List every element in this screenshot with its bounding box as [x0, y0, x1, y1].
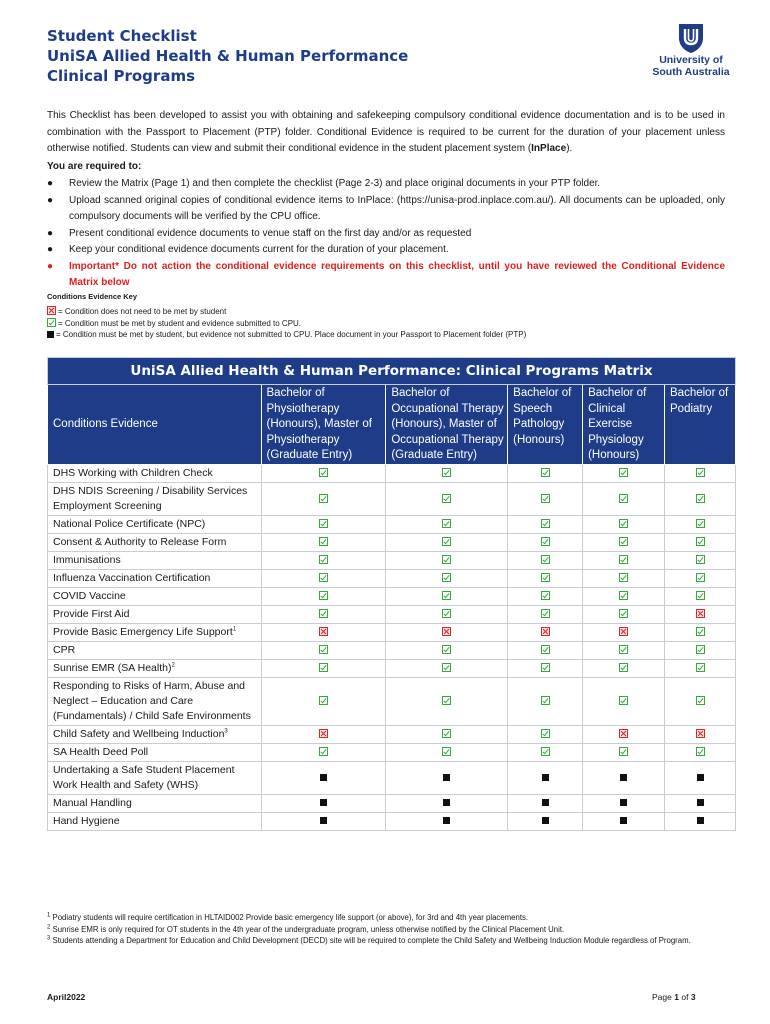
key-text: = Condition must be met by student and evidence submitted to CPU.: [58, 319, 302, 328]
bullet-icon: ●: [47, 260, 54, 272]
status-cell: [261, 761, 386, 794]
check-box-icon: [696, 627, 705, 636]
check-box-icon: [319, 555, 328, 564]
check-box-icon: [541, 729, 550, 738]
requirement-item-important: [47, 259, 725, 292]
check-box-icon: [696, 591, 705, 600]
intro-inplace: InPlace: [531, 143, 567, 154]
condition-text: Undertaking a Safe Student Placement Work Health and Safety (WHS): [53, 763, 235, 791]
condition-label: [48, 659, 262, 677]
requirement-text: Review the Matrix (Page 1) and then complete the checklist (Page 2-3) and place original documents in your PTP folder.: [69, 178, 601, 189]
condition-text: Provide Basic Emergency Life Support: [53, 625, 233, 638]
footnote: [47, 924, 747, 936]
key-text: = Condition must be met by student, but evidence not submitted to CPU. Place document in your Passport to Placement folder (PTP): [56, 330, 527, 339]
status-cell: [386, 551, 508, 569]
condition-text: DHS NDIS Screening / Disability Services Employment Screening: [53, 484, 248, 512]
check-box-icon: [319, 494, 328, 503]
status-cell: [508, 569, 583, 587]
condition-label: [48, 533, 262, 551]
status-cell: [386, 533, 508, 551]
program-header: Bachelor of Clinical Exercise Physiology (Honours): [583, 385, 665, 465]
check-box-icon: [541, 573, 550, 582]
status-cell: [583, 464, 665, 482]
check-box-icon: [319, 468, 328, 477]
check-box-icon: [696, 555, 705, 564]
status-cell: [261, 725, 386, 743]
status-cell: [261, 587, 386, 605]
check-box-icon: [541, 519, 550, 528]
condition-label: [48, 641, 262, 659]
status-cell: [261, 515, 386, 533]
status-cell: [386, 569, 508, 587]
black-square-icon: [320, 774, 327, 781]
document-title: [47, 26, 408, 86]
status-cell: [583, 677, 665, 725]
status-cell: [583, 515, 665, 533]
check-box-icon: [696, 573, 705, 582]
status-cell: [583, 551, 665, 569]
black-square-icon: [443, 774, 450, 781]
status-cell: [508, 677, 583, 725]
status-cell: [508, 605, 583, 623]
key-item-ptp-folder: [47, 330, 526, 340]
cross-box-icon: [442, 627, 451, 636]
status-cell: [665, 533, 736, 551]
cross-box-icon: [619, 627, 628, 636]
conditions-header: Conditions Evidence: [48, 385, 262, 465]
check-box-icon: [319, 696, 328, 705]
check-box-icon: [619, 663, 628, 672]
status-cell: [665, 659, 736, 677]
intro-text-a: This Checklist has been developed to assist you with obtaining and safekeeping compulsory conditional evidence documentation and is to be used in combination with the Passport to Placement (PTP) folder. Conditional Evidence is required to be current for the duration of your placement unless otherwise notified. Students can view and submit their conditional evidence in the student placement system (: [47, 110, 725, 154]
condition-label: [48, 812, 262, 830]
check-box-icon: [541, 645, 550, 654]
program-header: Bachelor of Podiatry: [665, 385, 736, 465]
matrix-row: [48, 587, 736, 605]
condition-text: Provide First Aid: [53, 607, 130, 620]
requirements-list: [47, 176, 725, 292]
matrix-row: [48, 533, 736, 551]
status-cell: [665, 569, 736, 587]
black-square-icon: [620, 799, 627, 806]
status-cell: [583, 794, 665, 812]
black-square-icon: [542, 799, 549, 806]
status-cell: [261, 464, 386, 482]
bullet-icon: ●: [47, 244, 54, 255]
key-item-submit-cpu: [47, 318, 301, 329]
page-total: 3: [690, 992, 696, 1002]
matrix-row: [48, 464, 736, 482]
condition-label: [48, 761, 262, 794]
footnote-num: 1: [47, 912, 51, 919]
status-cell: [508, 551, 583, 569]
footnote-text: Sunrise EMR is only required for OT students in the 4th year of the undergraduate program, unless otherwise notified by the Clinical Placement Unit.: [52, 924, 565, 934]
status-cell: [508, 464, 583, 482]
condition-label: [48, 551, 262, 569]
check-box-icon: [442, 537, 451, 546]
check-box-icon: [619, 696, 628, 705]
status-cell: [386, 587, 508, 605]
status-cell: [508, 812, 583, 830]
cross-box-icon: [696, 729, 705, 738]
status-cell: [508, 743, 583, 761]
status-cell: [386, 812, 508, 830]
status-cell: [665, 605, 736, 623]
check-box-icon: [619, 494, 628, 503]
title-line-3: Clinical Programs: [47, 67, 196, 85]
status-cell: [386, 482, 508, 515]
condition-text: CPR: [53, 643, 76, 656]
status-cell: [261, 605, 386, 623]
status-cell: [665, 482, 736, 515]
status-cell: [665, 725, 736, 743]
requirement-text: Important* Do not action the conditional evidence requirements on this checklist, until you have reviewed the Conditional Evidence Matrix below: [69, 260, 725, 288]
matrix-body: [48, 464, 736, 830]
status-cell: [665, 464, 736, 482]
page-number: [652, 992, 696, 1002]
condition-text: Responding to Risks of Harm, Abuse and Neglect – Education and Care (Fundamentals) / Child Safe Environments: [53, 679, 251, 722]
matrix-header-row: [48, 385, 736, 465]
status-cell: [508, 515, 583, 533]
check-box-icon: [619, 537, 628, 546]
cross-box-icon: [619, 729, 628, 738]
check-box-icon: [619, 591, 628, 600]
status-cell: [583, 812, 665, 830]
check-box-icon: [319, 519, 328, 528]
status-cell: [386, 605, 508, 623]
check-box-icon: [619, 573, 628, 582]
status-cell: [665, 794, 736, 812]
check-box-icon: [619, 609, 628, 618]
black-square-icon: [320, 799, 327, 806]
matrix-row: [48, 569, 736, 587]
check-box-icon: [319, 747, 328, 756]
key-title: Conditions Evidence Key: [47, 292, 138, 301]
black-square-icon: [542, 774, 549, 781]
status-cell: [508, 761, 583, 794]
black-square-icon: [697, 774, 704, 781]
check-box-icon: [696, 696, 705, 705]
check-box-icon: [619, 747, 628, 756]
matrix-row: [48, 482, 736, 515]
status-cell: [583, 605, 665, 623]
check-box-icon: [696, 537, 705, 546]
check-box-icon: [541, 609, 550, 618]
condition-label: [48, 725, 262, 743]
footnotes: [47, 912, 747, 947]
matrix-title: UniSA Allied Health & Human Performance: Clinical Programs Matrix: [48, 358, 736, 385]
condition-label: [48, 482, 262, 515]
program-header: Bachelor of Occupational Therapy (Honours), Master of Occupational Therapy (Graduate Entry): [386, 385, 508, 465]
status-cell: [665, 641, 736, 659]
status-cell: [386, 725, 508, 743]
title-line-2: UniSA Allied Health & Human Performance: [47, 47, 409, 65]
check-box-icon: [442, 729, 451, 738]
check-box-icon: [442, 663, 451, 672]
condition-text: COVID Vaccine: [53, 589, 126, 602]
condition-label: [48, 464, 262, 482]
key-text: = Condition does not need to be met by student: [58, 307, 227, 316]
status-cell: [508, 533, 583, 551]
cross-box-icon: [319, 729, 328, 738]
footnote-ref: 2: [171, 662, 175, 668]
status-cell: [261, 641, 386, 659]
check-box-icon: [442, 747, 451, 756]
check-box-icon: [442, 468, 451, 477]
page-current: 1: [674, 992, 679, 1002]
bullet-icon: ●: [47, 178, 54, 189]
status-cell: [665, 551, 736, 569]
page-of: of: [681, 992, 689, 1002]
check-box-icon: [541, 494, 550, 503]
logo-text-line-1: University of: [659, 54, 723, 66]
check-box-icon: [319, 573, 328, 582]
status-cell: [583, 482, 665, 515]
status-cell: [261, 659, 386, 677]
condition-text: Influenza Vaccination Certification: [53, 571, 211, 584]
requirement-item: [47, 226, 725, 243]
matrix-row: [48, 794, 736, 812]
footnote-num: 3: [47, 935, 51, 942]
check-box-icon: [696, 494, 705, 503]
matrix-row: [48, 761, 736, 794]
status-cell: [665, 743, 736, 761]
status-cell: [583, 623, 665, 641]
status-cell: [261, 812, 386, 830]
program-header: Bachelor of Physiotherapy (Honours), Master of Physiotherapy (Graduate Entry): [261, 385, 386, 465]
footnote: [47, 912, 747, 924]
check-box-icon: [696, 519, 705, 528]
check-box-icon: [696, 747, 705, 756]
status-cell: [665, 623, 736, 641]
page-prefix: Page: [652, 992, 672, 1002]
cross-box-icon: [696, 609, 705, 618]
check-box-icon: [619, 468, 628, 477]
cross-box-icon: [319, 627, 328, 636]
condition-label: [48, 515, 262, 533]
check-box-icon: [319, 591, 328, 600]
clinical-programs-matrix: [47, 357, 736, 831]
black-square-icon: [47, 331, 54, 338]
check-box-icon: [442, 555, 451, 564]
footnote-ref: 3: [224, 728, 228, 734]
requirement-item: [47, 176, 725, 193]
status-cell: [386, 761, 508, 794]
status-cell: [261, 551, 386, 569]
condition-text: National Police Certificate (NPC): [53, 517, 206, 530]
program-header: Bachelor of Speech Pathology (Honours): [508, 385, 583, 465]
requirement-item: [47, 193, 725, 226]
status-cell: [386, 623, 508, 641]
status-cell: [386, 659, 508, 677]
status-cell: [508, 659, 583, 677]
check-box-icon: [619, 555, 628, 564]
black-square-icon: [620, 774, 627, 781]
status-cell: [261, 623, 386, 641]
unisa-logo: [646, 22, 736, 78]
matrix-row: [48, 641, 736, 659]
status-cell: [583, 641, 665, 659]
check-box-icon: [442, 573, 451, 582]
status-cell: [665, 587, 736, 605]
status-cell: [386, 677, 508, 725]
check-box-icon: [696, 663, 705, 672]
check-box-icon: [541, 555, 550, 564]
bullet-icon: ●: [47, 227, 54, 239]
status-cell: [665, 761, 736, 794]
check-box-icon: [696, 468, 705, 477]
matrix-row: [48, 605, 736, 623]
black-square-icon: [542, 817, 549, 824]
condition-text: Sunrise EMR (SA Health): [53, 661, 172, 674]
check-box-icon: [541, 468, 550, 477]
status-cell: [261, 794, 386, 812]
status-cell: [261, 743, 386, 761]
matrix-row: [48, 659, 736, 677]
black-square-icon: [620, 817, 627, 824]
status-cell: [583, 761, 665, 794]
footnote-ref: 1: [232, 626, 237, 632]
status-cell: [665, 677, 736, 725]
cross-box-icon: [47, 306, 56, 315]
requirement-text: Present conditional evidence documents to venue staff on the first day and/or as requested: [69, 227, 472, 239]
status-cell: [508, 641, 583, 659]
check-box-icon: [442, 609, 451, 618]
matrix-row: [48, 812, 736, 830]
check-box-icon: [696, 645, 705, 654]
check-box-icon: [541, 537, 550, 546]
check-box-icon: [541, 663, 550, 672]
intro-text-b: ).: [566, 143, 573, 154]
status-cell: [386, 743, 508, 761]
condition-label: [48, 677, 262, 725]
condition-label: [48, 587, 262, 605]
footnote-text: Podiatry students will require certification in HLTAID002 Provide basic emergency life support (or above), for 3rd and 4th year placements.: [52, 913, 529, 922]
condition-text: Manual Handling: [53, 796, 132, 809]
check-box-icon: [47, 318, 56, 327]
condition-label: [48, 794, 262, 812]
unisa-crest-icon: [677, 22, 705, 54]
key-item-not-required: [47, 306, 226, 317]
status-cell: [508, 482, 583, 515]
status-cell: [386, 641, 508, 659]
matrix-row: [48, 623, 736, 641]
status-cell: [386, 794, 508, 812]
status-cell: [261, 482, 386, 515]
requirement-item: [47, 242, 725, 259]
black-square-icon: [697, 799, 704, 806]
check-box-icon: [541, 747, 550, 756]
status-cell: [583, 659, 665, 677]
condition-label: [48, 605, 262, 623]
status-cell: [508, 725, 583, 743]
check-box-icon: [319, 537, 328, 546]
footnote-num: 2: [47, 923, 51, 930]
footer-date: April2022: [47, 992, 86, 1002]
check-box-icon: [319, 663, 328, 672]
check-box-icon: [442, 696, 451, 705]
status-cell: [583, 569, 665, 587]
condition-text: SA Health Deed Poll: [53, 745, 149, 758]
status-cell: [261, 677, 386, 725]
requirement-text: Keep your conditional evidence documents current for the duration of your placement.: [69, 244, 449, 255]
check-box-icon: [541, 696, 550, 705]
black-square-icon: [443, 799, 450, 806]
status-cell: [583, 587, 665, 605]
status-cell: [261, 533, 386, 551]
status-cell: [583, 725, 665, 743]
footnote-text: Students attending a Department for Education and Child Development (DECD) site will be required to complete the Child Safety and Wellbeing Induction Module regardless of Program.: [52, 936, 691, 945]
footnote: [47, 935, 747, 947]
matrix-row: [48, 677, 736, 725]
condition-label: [48, 623, 262, 641]
status-cell: [665, 812, 736, 830]
status-cell: [665, 515, 736, 533]
condition-text: Consent & Authority to Release Form: [53, 535, 227, 548]
title-line-1: Student Checklist: [47, 27, 197, 45]
check-box-icon: [442, 519, 451, 528]
requirements-title: You are required to:: [47, 161, 142, 172]
check-box-icon: [442, 645, 451, 654]
status-cell: [583, 533, 665, 551]
matrix-row: [48, 515, 736, 533]
matrix-row: [48, 551, 736, 569]
matrix-row: [48, 743, 736, 761]
bullet-icon: ●: [47, 194, 54, 206]
check-box-icon: [319, 645, 328, 654]
condition-text: DHS Working with Children Check: [53, 466, 213, 479]
matrix-row: [48, 725, 736, 743]
status-cell: [386, 515, 508, 533]
check-box-icon: [541, 591, 550, 600]
cross-box-icon: [541, 627, 550, 636]
check-box-icon: [619, 519, 628, 528]
black-square-icon: [320, 817, 327, 824]
check-box-icon: [619, 645, 628, 654]
black-square-icon: [443, 817, 450, 824]
status-cell: [508, 794, 583, 812]
status-cell: [261, 569, 386, 587]
black-square-icon: [697, 817, 704, 824]
status-cell: [508, 623, 583, 641]
logo-text-line-2: South Australia: [652, 66, 730, 78]
condition-text: Immunisations: [53, 553, 121, 566]
condition-label: [48, 569, 262, 587]
condition-text: Child Safety and Wellbeing Induction: [53, 727, 225, 740]
requirement-text: Upload scanned original copies of conditional evidence items to InPlace: (https://unisa-prod.inplace.com.au/). All documents can be uploaded, only compulsory documents will be verified by the CPU office.: [69, 194, 725, 222]
check-box-icon: [319, 609, 328, 618]
status-cell: [386, 464, 508, 482]
status-cell: [508, 587, 583, 605]
check-box-icon: [442, 494, 451, 503]
intro-paragraph: [47, 108, 725, 158]
status-cell: [583, 743, 665, 761]
check-box-icon: [442, 591, 451, 600]
condition-text: Hand Hygiene: [53, 814, 120, 827]
condition-label: [48, 743, 262, 761]
